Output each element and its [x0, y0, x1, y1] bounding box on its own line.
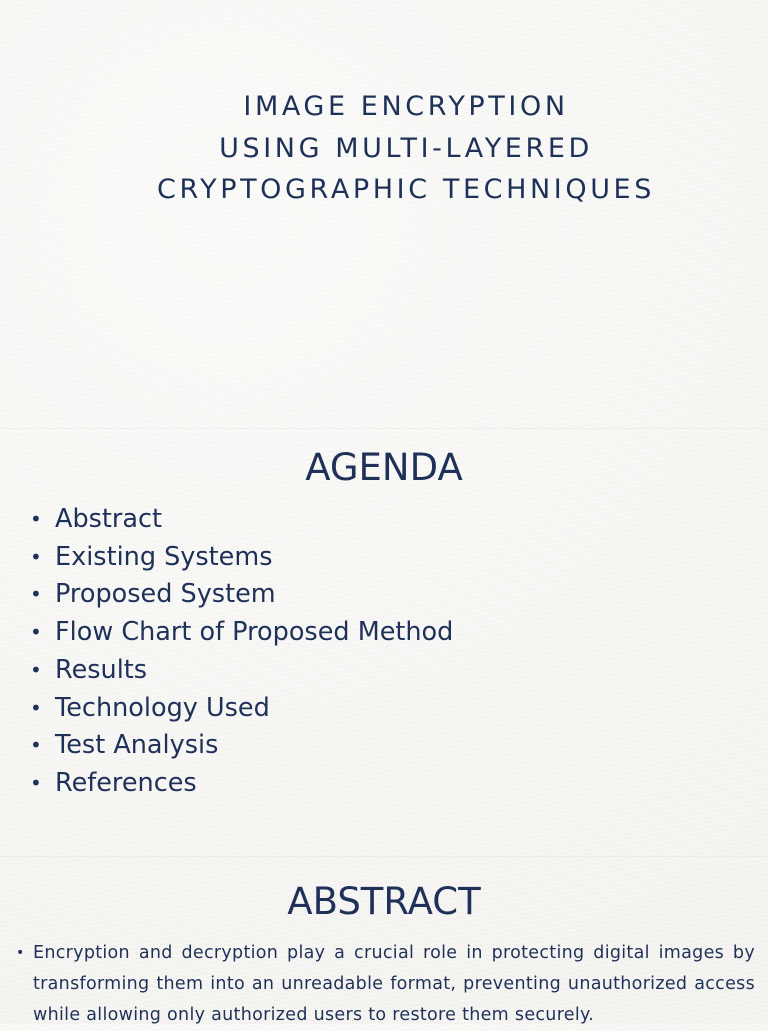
- agenda-item-references: [30, 765, 453, 803]
- agenda-item-label: Results: [55, 654, 148, 685]
- presentation-title: [0, 86, 768, 211]
- bullet-icon: •: [30, 657, 42, 682]
- agenda-item-technology-used: [30, 690, 453, 728]
- agenda-item-results: [30, 652, 453, 690]
- agenda-item-flow-chart: [30, 614, 453, 652]
- bullet-icon: •: [30, 507, 42, 531]
- abstract-slide: [0, 856, 768, 1024]
- bullet-icon: •: [16, 945, 25, 961]
- abstract-heading: ABSTRACT: [287, 880, 481, 923]
- bullet-icon: •: [30, 770, 42, 795]
- agenda-item-proposed-system: [30, 576, 453, 614]
- title-line-3: CRYPTOGRAPHIC TECHNIQUES: [157, 174, 655, 205]
- agenda-item-label: Technology Used: [55, 692, 270, 723]
- bullet-icon: •: [30, 733, 42, 758]
- agenda-list: [30, 501, 453, 803]
- agenda-heading: AGENDA: [305, 446, 463, 489]
- bullet-icon: •: [30, 620, 42, 645]
- agenda-item-label: Existing Systems: [55, 541, 273, 572]
- agenda-item-label: Test Analysis: [55, 730, 219, 761]
- abstract-bullet-item: [16, 938, 755, 1031]
- bullet-icon: •: [30, 582, 42, 607]
- agenda-item-label: Abstract: [55, 504, 163, 534]
- agenda-item-label: Flow Chart of Proposed Method: [55, 617, 454, 648]
- agenda-slide: [0, 428, 768, 856]
- agenda-item-abstract: [30, 501, 453, 539]
- bullet-icon: •: [30, 544, 42, 569]
- agenda-item-label: Proposed System: [55, 579, 276, 610]
- agenda-item-test-analysis: [30, 727, 453, 765]
- agenda-item-label: References: [55, 767, 197, 798]
- title-line-1: IMAGE ENCRYPTION: [243, 91, 569, 122]
- agenda-item-existing-systems: [30, 539, 453, 577]
- abstract-paragraph: Encryption and decryption play a crucial role in protecting digital images by transforming them into an unreadable format, preventing unauthorized access while allowing only authorized users to restore them securely.: [33, 943, 755, 1025]
- title-line-2: USING MULTI-LAYERED: [219, 132, 593, 164]
- title-slide: [0, 0, 768, 428]
- bullet-icon: •: [30, 695, 42, 720]
